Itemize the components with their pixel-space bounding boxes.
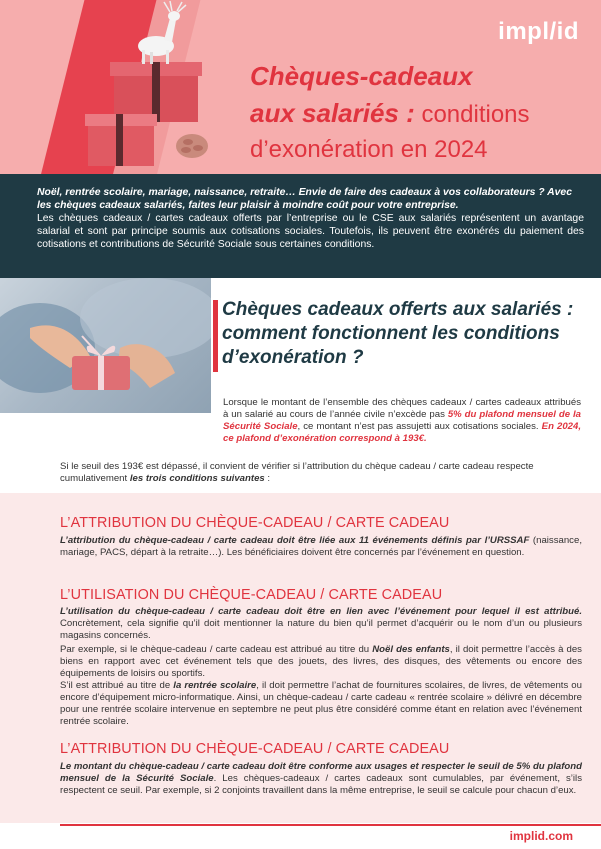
condition-1-lead: L’attribution du chèque-cadeau / carte cadeau doit être liée aux 11 événements définis par l’URSSAF <box>60 535 530 546</box>
exoneration-text-1: Lorsque le montant de l’ensemble des chèques cadeaux / cartes cadeaux attribués à un salarié au cours de l’année civile n’excède pas <box>223 397 581 420</box>
condition-2-example-christmas <box>60 644 582 680</box>
title-line-1: Chèques-cadeaux <box>250 61 473 91</box>
christmas-event: Noël des enfants <box>372 644 450 655</box>
christmas-text-2: , il doit permettre l’accès à des biens en rapport avec cet événement tels que des jouets, des livres, des disques, des vêtements ou encore des équipements de loisirs ou sportifs. <box>60 644 582 679</box>
condition-2-title: L’UTILISATION DU CHÈQUE-CADEAU / CARTE CADEAU <box>60 587 443 603</box>
title-line-2-rest: conditions <box>414 101 530 128</box>
threshold-paragraph <box>60 461 580 485</box>
intro-band <box>0 174 601 278</box>
gift-photo-illustration <box>0 278 211 413</box>
condition-1-body: (naissance, mariage, PACS, départ à la retraite…). Les bénéficiaires doivent être concernés par l’événement en question. <box>60 535 582 558</box>
exoneration-text-2: , ce montant n’est pas assujetti aux cotisations sociales. <box>297 421 542 432</box>
school-event: la rentrée scolaire <box>173 680 257 691</box>
condition-2-text <box>60 606 582 642</box>
condition-1-title: L’ATTRIBUTION DU CHÈQUE-CADEAU / CARTE CADEAU <box>60 515 450 531</box>
condition-2-body: Concrètement, cela signifie qu’il doit mentionner la nature du bien qu’il permet d’acquérir ou le nom d’un ou plusieurs magasins concernés. <box>60 618 582 641</box>
condition-3-title: L’ATTRIBUTION DU CHÈQUE-CADEAU / CARTE CADEAU <box>60 741 450 757</box>
intro-lead: Noël, rentrée scolaire, mariage, naissance, retraite… Envie de faire des cadeaux à vos collaborateurs ? Avec les chèques cadeaux salariés, faites leur plaisir à moindre coût pour votre entreprise. <box>37 187 572 211</box>
exoneration-threshold: 5% du plafond mensuel de la Sécurité Sociale <box>223 409 581 432</box>
exoneration-2024-amount: En 2024, ce plafond d’exonération correspond à 193€. <box>223 421 582 444</box>
hands-gift-photo <box>0 278 211 413</box>
title-line-3: d’exonération en 2024 <box>250 136 488 163</box>
hero-banner <box>0 0 601 174</box>
implid-logo: impl/id <box>498 18 579 45</box>
footer-divider <box>60 824 601 826</box>
school-text-2: , il doit permettre l’achat de fournitures scolaires, de livres, de vêtements ou encore d’équipement micro-informatique. Ainsi, un chèque-cadeau / carte cadeau « rentrée scolaire » délivré en décembre pour une rentrée scolaire intervenue en septembre ne peut plus être considéré comme étant en relation avec l’événement rentrée scolaire. <box>60 680 582 727</box>
section-accent-bar <box>213 300 218 372</box>
gift-boxes-illustration <box>60 0 240 174</box>
condition-2-example-school <box>60 680 582 728</box>
section-heading: Chèques cadeaux offerts aux salariés : comment fonctionnent les conditions d’exonération ? <box>222 299 574 368</box>
threshold-text-1: Si le seuil des 193€ est dépassé, il convient de vérifier si l’attribution du chèque cadeau / carte cadeau respecte cumulativement <box>60 461 534 484</box>
exoneration-paragraph <box>223 397 581 445</box>
condition-3-lead: Le montant du chèque-cadeau / carte cadeau doit être conforme aux usages et respecter le seuil de 5% du plafond mensuel de la Sécurité Sociale <box>60 761 582 784</box>
condition-2-lead: L’utilisation du chèque-cadeau / carte cadeau doit être en lien avec l’événement pour lequel il est attribué. <box>60 606 582 617</box>
condition-3-text <box>60 761 582 797</box>
title-line-2: aux salariés : <box>250 98 415 128</box>
condition-1-text <box>60 535 582 559</box>
christmas-text-1: Par exemple, si le chèque-cadeau / carte cadeau est attribué au titre du <box>60 644 373 655</box>
threshold-conditions: les trois conditions suivantes <box>129 473 265 484</box>
page-title <box>250 60 590 169</box>
threshold-text-2: : <box>264 473 271 484</box>
school-text-1: S’il est attribué au titre de <box>60 680 174 691</box>
intro-body: Les chèques cadeaux / cartes cadeaux offerts par l’entreprise ou le CSE aux salariés représentent un avantage salarial et sont par principe soumis aux cotisations sociales. Toutefois, ils peuvent être exonérés du paiement des cotisations et contributions de Sécurité Sociale sous certaines conditions. <box>37 213 584 250</box>
condition-3-body: . Les chèques-cadeaux / cartes cadeaux sont cumulables, par événement, s’ils respectent ce seuil. Par exemple, si 2 conjoints travaillent dans la même entreprise, le seuil se calcule pour chacun d’eux. <box>60 773 582 796</box>
footer-url-link[interactable]: implid.com <box>509 829 573 843</box>
